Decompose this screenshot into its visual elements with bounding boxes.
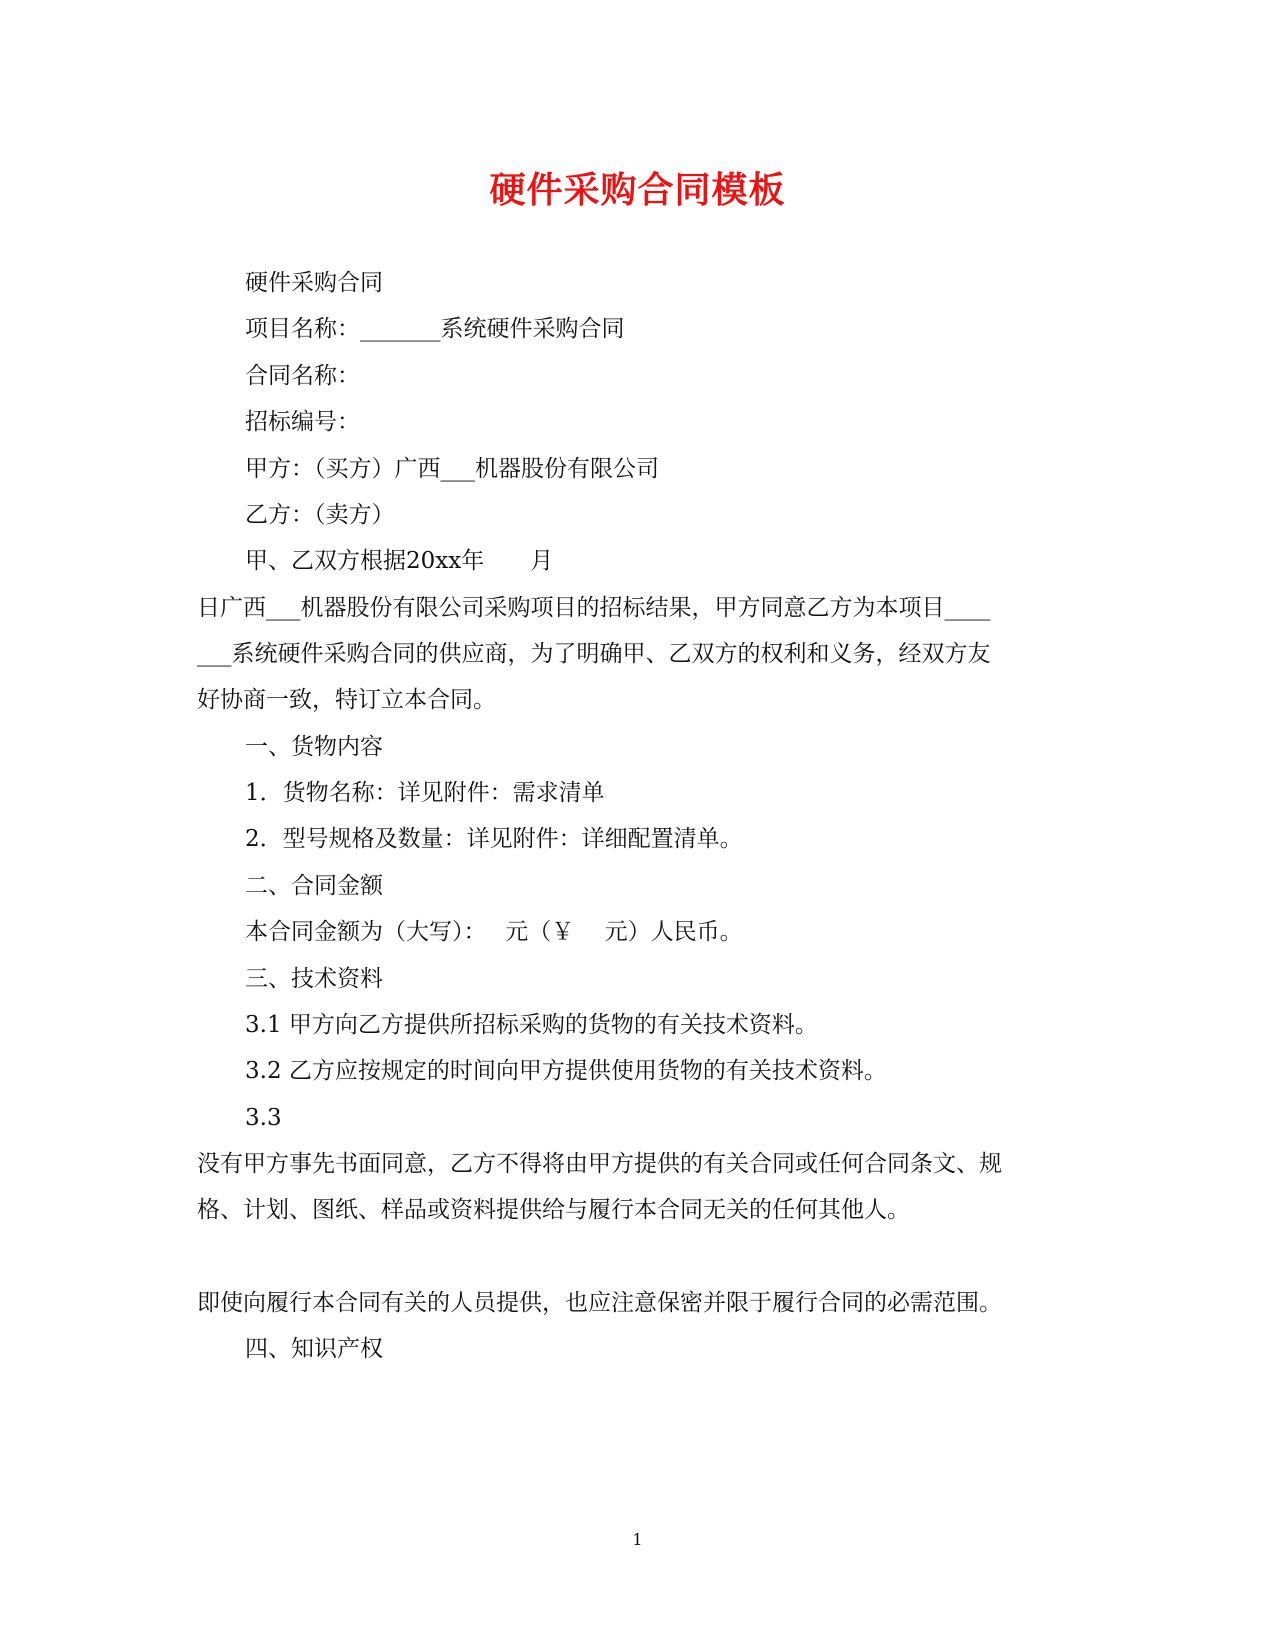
section-heading-goods: 一、货物内容 xyxy=(245,734,383,760)
tech-item-3-2: 3.2 乙方应按规定的时间向甲方提供使用货物的有关技术资料。 xyxy=(245,1058,887,1084)
intro-line-1: 甲、乙双方根据20xx年 月 xyxy=(245,548,554,574)
tech-item-3-3-label: 3.3 xyxy=(245,1105,282,1131)
page-number: 1 xyxy=(632,1530,643,1549)
amount-line: 本合同金额为（大写）： 元（￥ 元）人民币。 xyxy=(245,919,743,945)
goods-item-2: 2．型号规格及数量：详见附件：详细配置清单。 xyxy=(245,826,743,852)
section-heading-tech: 三、技术资料 xyxy=(245,966,383,992)
tender-number-line: 招标编号： xyxy=(245,409,360,435)
tech-item-3-1: 3.1 甲方向乙方提供所招标采购的货物的有关技术资料。 xyxy=(245,1012,818,1038)
contract-name-line: 合同名称： xyxy=(245,363,360,389)
document-title: 硬件采购合同模板 xyxy=(489,169,786,211)
party-b-line: 乙方：（卖方） xyxy=(245,502,395,528)
section-heading-ip: 四、知识产权 xyxy=(245,1336,383,1362)
contract-heading: 硬件采购合同 xyxy=(245,270,383,296)
section-heading-amount: 二、合同金额 xyxy=(245,873,383,899)
tech-item-3-3-line-3: 即使向履行本合同有关的人员提供，也应注意保密并限于履行合同的必需范围。 xyxy=(197,1290,1002,1316)
tech-item-3-3-line-1: 没有甲方事先书面同意，乙方不得将由甲方提供的有关合同或任何合同条文、规 xyxy=(197,1151,1002,1177)
goods-item-1: 1．货物名称：详见附件：需求清单 xyxy=(245,780,605,806)
tech-item-3-3-line-2: 格、计划、图纸、样品或资料提供给与履行本合同无关的任何其他人。 xyxy=(197,1197,910,1223)
intro-line-3: ___系统硬件采购合同的供应商，为了明确甲、乙双方的权利和义务，经双方友 xyxy=(197,641,991,667)
intro-line-4: 好协商一致，特订立本合同。 xyxy=(197,687,496,713)
intro-line-2: 日广西___机器股份有限公司采购项目的招标结果，甲方同意乙方为本项目____ xyxy=(197,595,991,621)
project-name-line: 项目名称：_______系统硬件采购合同 xyxy=(245,316,625,342)
party-a-line: 甲方：（买方）广西___机器股份有限公司 xyxy=(245,456,659,482)
